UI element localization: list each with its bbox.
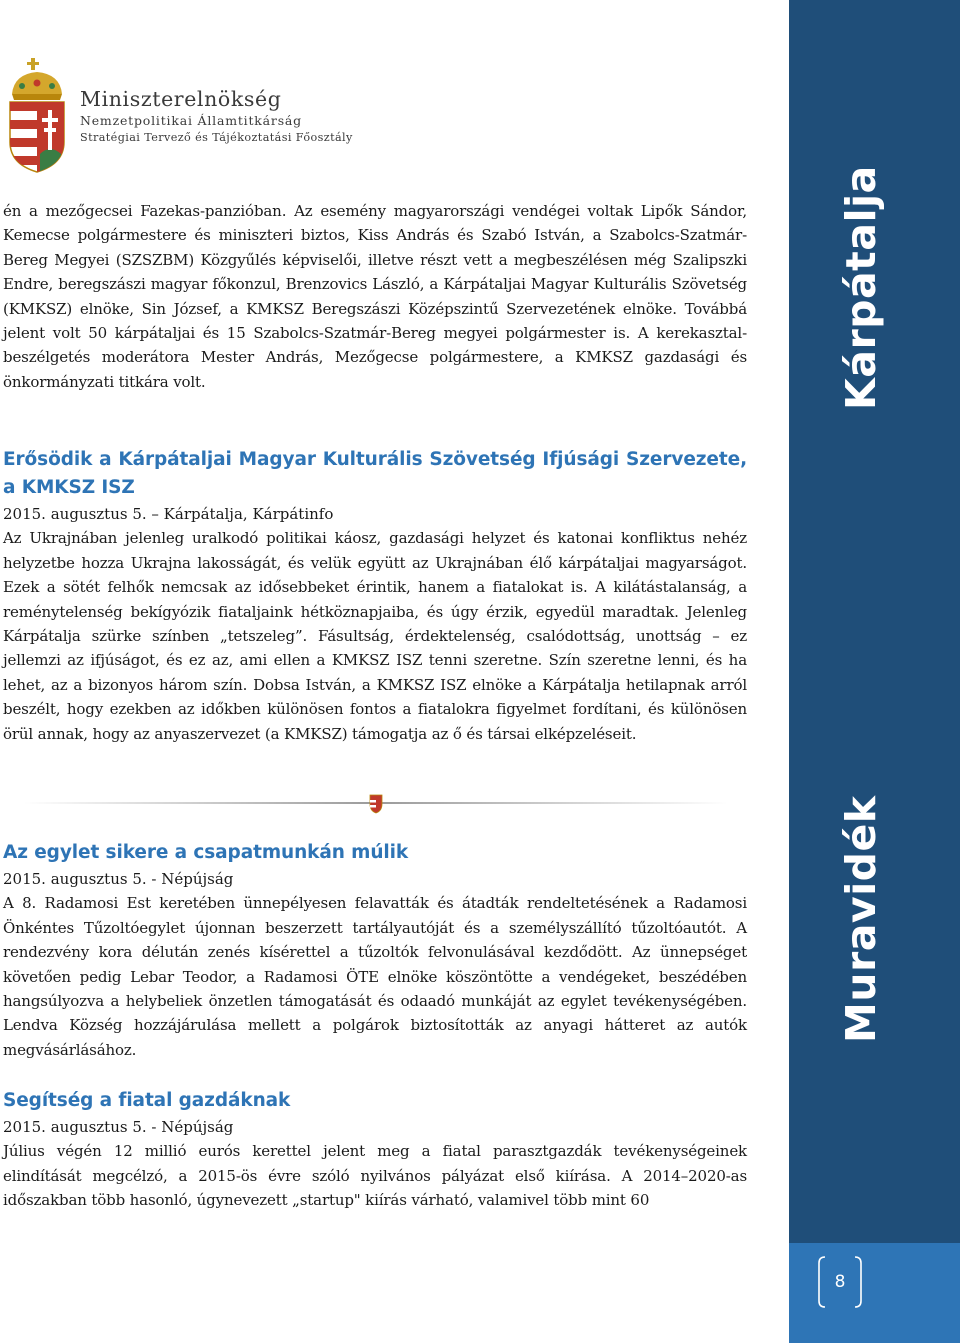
article-body: A 8. Radamosi Est keretében ünnepélyesen felavatták és átadták rendeltetésének a Radamosi Önkéntes Tűzoltóegylet újonnan beszerzett tartályautóját és a személyszállító tűzoltóautót. A rendezvény kora délután zenés kísérettel a tűzoltók felvonulásával kezdődött. Az ünnepséget követően pedig Lebar Teodor, a Radamosi ÖTE elnöke köszöntötte a vendégeket, beszédében hangsúlyozva a helybeliek önzetlen támogatását és odaadó munkáját az egylet tevékenységében. Lendva Község hozzájárulása mellett a polgárok biztosították az anyagi hátteret az autók megvásárlásához. <box>3 894 747 1059</box>
intro-paragraph: én a mezőgecsei Fazekas-panzióban. Az esemény magyarországi vendégei voltak Lipők Sándor, Kemecse polgármestere és miniszteri biztos, Kiss András és Szabó István, a Szabolcs-Szatmár-Bereg Megyei (SZSZBM) Közgyűlés képviselői, illetve részt vett a megbeszélésen még Szalipszki Endre, beregszászi magyar főkonzul, Brenzovics László, a Kárpátaljai Magyar Kulturális Szövetség (KMKSZ) elnöke, Sin József, a KMKSZ Beregszászi Középszintű Szervezetének elnöke. Továbbá jelent volt 50 kárpátaljai és 15 Szabolcs-Szatmár-Bereg megyei polgármester is. A kerekasztal-beszélgetés moderátora Mester András, Mezőgecse polgármestere, a KMKSZ gazdasági és önkormányzati titkára volt. <box>3 202 747 391</box>
article-1 <box>3 446 747 746</box>
header-text <box>80 86 353 146</box>
article-meta: 2015. augusztus 5. - Népújság <box>3 1118 234 1136</box>
coat-of-arms-icon <box>6 56 68 174</box>
intro-section <box>3 199 747 394</box>
article-body: Július végén 12 millió eurós kerettel jelent meg a fiatal parasztgazdák tevékenységeinek elindítását megcélzó, a 2015-ös évre szóló nyilvános pályázat első kiírása. A 2014–2020-as időszakban több hasonló, úgynevezett „startup" kiírás várható, valamivel több mint 60 <box>3 1142 747 1210</box>
article-headline: Segítség a fiatal gazdáknak <box>3 1090 291 1111</box>
ministry-subtitle: Nemzetpolitikai Államtitkárság <box>80 113 302 128</box>
section-label-karpatalja: Kárpátalja <box>837 165 885 410</box>
article-headline: Az egylet sikere a csapatmunkán múlik <box>3 842 409 863</box>
department-name: Stratégiai Tervező és Tájékoztatási Főosztály <box>80 131 353 144</box>
article-body: Az Ukrajnában jelenleg uralkodó politikai káosz, gazdasági helyzet és katonai konfliktus nehéz helyzetbe hozza Ukrajna lakosságát, és velük együtt az Ukrajnában élő kárpátaljai magyarságot. Ezek a sötét felhők nemcsak az idősebbeket érintik, hanem a fiatalokat is. A kilátástalanság, a reménytelenség bekígyózik fiataljaink hétköznapjaiba, és úgy érzik, egyedül maradtak. Jelenleg Kárpátalja szürke színben „tetszeleg”. Fásultság, érdektelenség, csalódottság, unottság – ez jellemzi az ifjúságot, és ez az, ami ellen a KMKSZ ISZ tenni szeretne. Szín szeretne lenni, és ha lehet, az a bizonyos három szín. Dobsa István, a KMKSZ ISZ elnöke a Kárpátalja hetilapnak arról beszélt, hogy ezekben az időkben különösen fontos a fiatalokra figyelmet fordítani, és különösen örül annak, hogy az anyaszervezet (a KMKSZ) támogatja az ő és társai elképzeléseit. <box>3 529 747 743</box>
article-meta: 2015. augusztus 5. – Kárpátalja, Kárpátinfo <box>3 505 334 523</box>
ministry-title: Miniszterelnökség <box>80 87 282 111</box>
article-3 <box>3 1087 747 1213</box>
article-headline: Erősödik a Kárpátaljai Magyar Kulturális Szövetség Ifjúsági Szervezete, a KMKSZ ISZ <box>3 449 747 498</box>
section-label-muravidek: Muravidék <box>837 795 885 1043</box>
page-number-box <box>789 1243 960 1343</box>
region-sidebar <box>789 0 960 1343</box>
section-divider <box>24 792 728 814</box>
page-number: 8 <box>834 1272 846 1292</box>
article-2 <box>3 839 747 1062</box>
page-header <box>6 56 406 176</box>
article-meta: 2015. augusztus 5. - Népújság <box>3 870 234 888</box>
